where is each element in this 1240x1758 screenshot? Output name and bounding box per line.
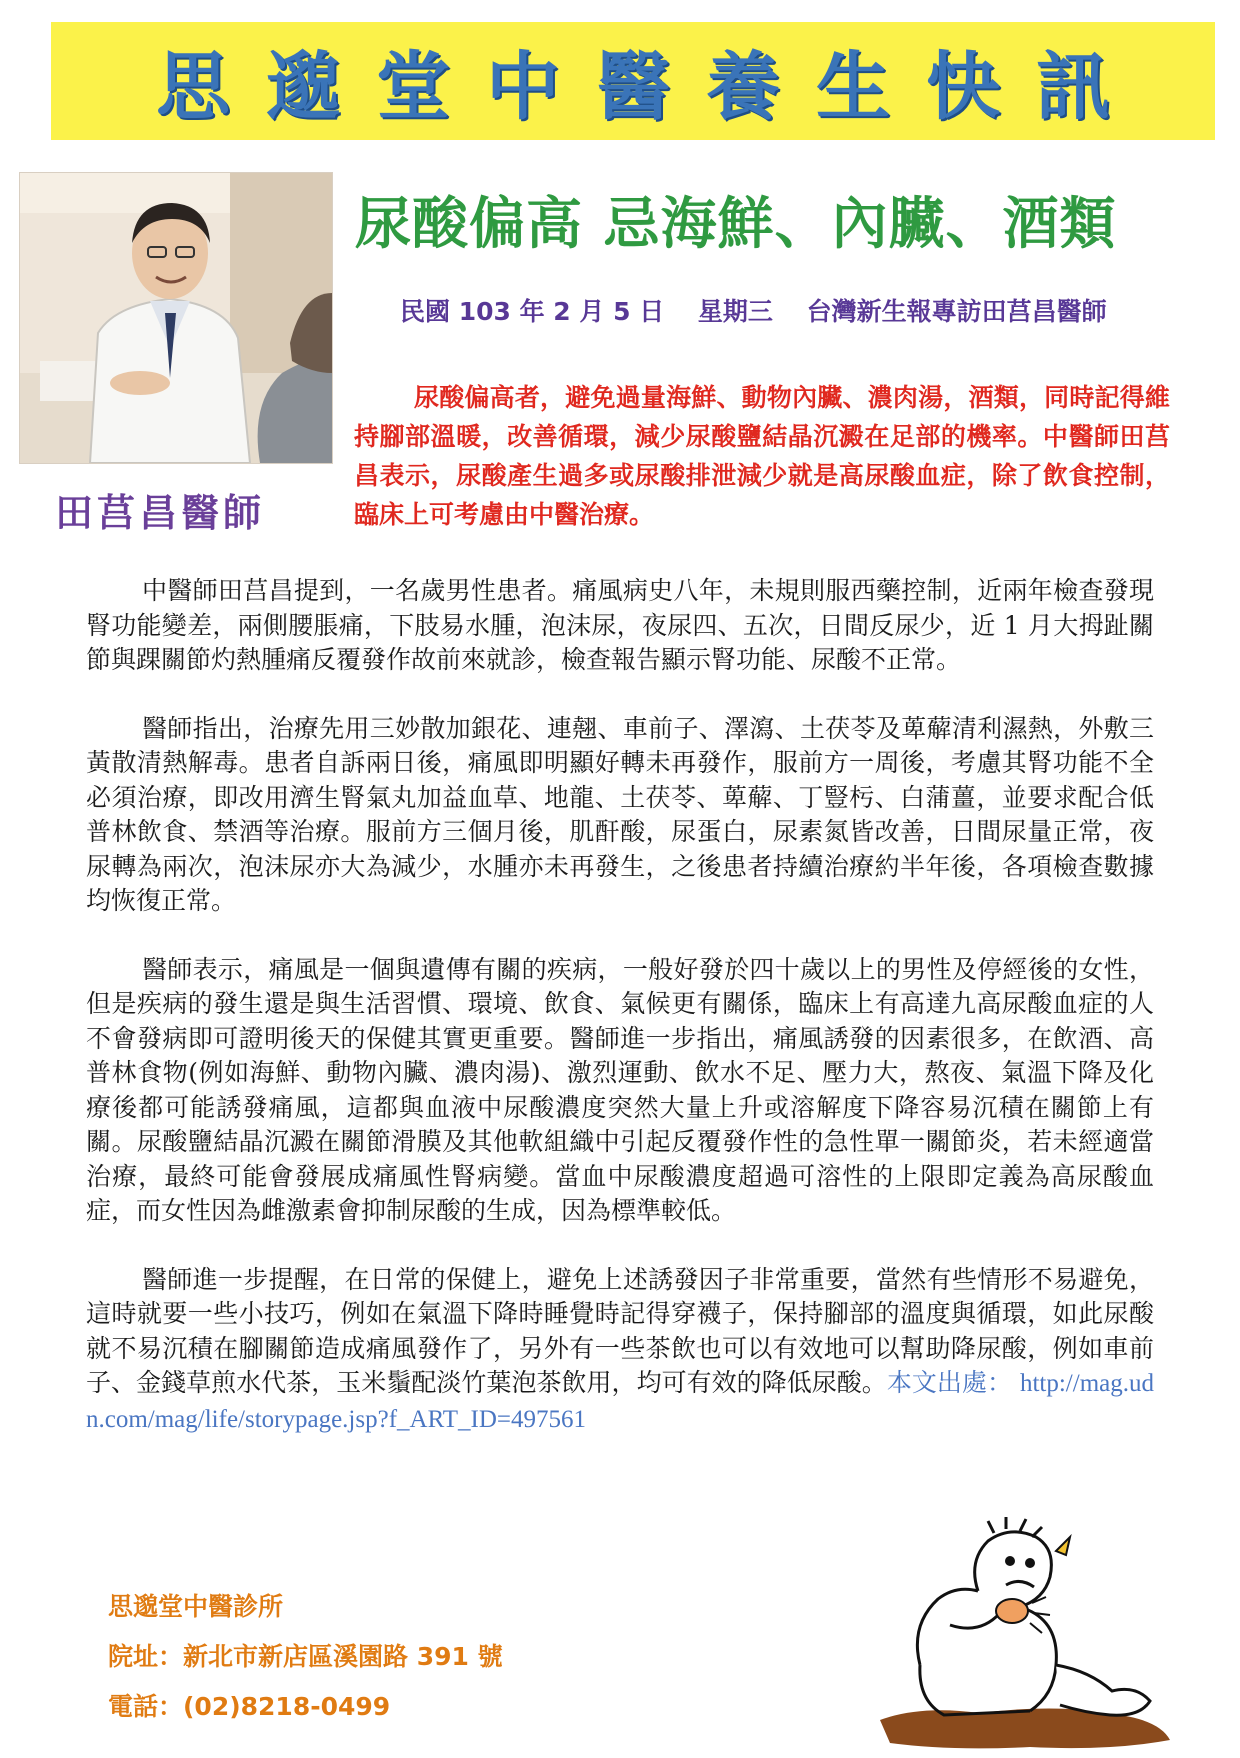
body-paragraph-4 — [86, 1263, 1154, 1438]
article-body — [86, 574, 1154, 1471]
clinic-footer — [108, 1582, 728, 1732]
body-paragraph-3: 醫師表示，痛風是一個與遺傳有關的疾病，一般好發於四十歲以上的男性及停經後的女性，但是疾病的發生還是與生活習慣、環境、飲食、氣候更有關係，臨床上有高達九高尿酸血症的人不會發病即可證明後天的保健其實更重要。醫師進一步指出，痛風誘發的因素很多，在飲酒、高普林食物(例如海鮮、動物內臟、濃肉湯)、激烈運動、飲水不足、壓力大，熬夜、氣溫下降及化療後都可能誘發痛風，這都與血液中尿酸濃度突然大量上升或溶解度下降容易沉積在關節上有關。尿酸鹽結晶沉澱在關節滑膜及其他軟組織中引起反覆發作性的急性單一關節炎，若未經適當治療，最終可能會發展成痛風性腎病變。當血中尿酸濃度超過可溶性的上限即定義為高尿酸血症，而女性因為雌激素會抑制尿酸的生成，因為標準較低。 — [86, 954, 1154, 1225]
article-byline: 民國 103 年 2 月 5 日 星期三 台灣新生報專訪田莒昌醫師 — [400, 297, 1107, 326]
article-headline: 尿酸偏高 忌海鮮、內臟、酒類 — [355, 192, 1117, 257]
body-paragraph-1: 中醫師田莒昌提到，一名歲男性患者。痛風病史八年，未規則服西藥控制，近兩年檢查發現腎功能變差，兩側腰脹痛，下肢易水腫，泡沫尿，夜尿四、五次，日間反尿少，近 1 月大拇趾關節與踝關節灼熱腫痛反覆發作故前來就診，檢查報告顯示腎功能、尿酸不正常。 — [86, 576, 1154, 674]
clinic-phone: 電話：(02)8218-0499 — [108, 1692, 391, 1721]
source-link[interactable]: http://mag.udn.com/mag/life/storypage.jsp?f_ART_ID=497561 — [86, 1370, 1154, 1433]
header-banner — [51, 22, 1215, 140]
clinic-address: 院址：新北市新店區溪園路 391 號 — [108, 1642, 503, 1671]
doctor-name-caption: 田莒昌醫師 — [55, 491, 266, 535]
source-label: 本文出處： — [886, 1368, 1012, 1397]
gout-cartoon-illustration — [860, 1515, 1180, 1754]
body-paragraph-2: 醫師指出，治療先用三妙散加銀花、連翹、車前子、澤瀉、土茯苓及萆薢清利濕熱，外敷三黃散清熱解毒。患者自訴兩日後，痛風即明顯好轉未再發作，服前方一周後，考慮其腎功能不全必須治療，即改用濟生腎氣丸加益血草、地龍、土茯苓、萆薢、丁豎杇、白蒲薑，並要求配合低普林飲食、禁酒等治療。服前方三個月後，肌酐酸，尿蛋白，尿素氮皆改善，日間尿量正常，夜尿轉為兩次，泡沫尿亦大為減少，水腫亦未再發生，之後患者持續治療約半年後，各項檢查數據均恢復正常。 — [86, 713, 1154, 915]
body-paragraph-4-text: 醫師進一步提醒，在日常的保健上，避免上述誘發因子非常重要，當然有些情形不易避免，這時就要一些小技巧，例如在氣溫下降時睡覺時記得穿襪子，保持腳部的溫度與循環，如此尿酸就不易沉積在腳關節造成痛風發作了，另外有一些茶飲也可以有效地可以幫助降尿酸，例如車前子、金錢草煎水代茶，玉米鬚配淡竹葉泡茶飲用，均可有效的降低尿酸。 — [86, 1264, 1154, 1397]
article-lead: 尿酸偏高者，避免過量海鮮、動物內臟、濃肉湯，酒類，同時記得維持腳部溫暖，改善循環，減少尿酸鹽結晶沉澱在足部的機率。中醫師田莒昌表示，尿酸產生過多或尿酸排泄減少就是高尿酸血症，除了飲食控制，臨床上可考慮由中醫治療。 — [354, 383, 1170, 529]
doctor-photo — [19, 172, 333, 464]
newsletter-title: 思邈堂中醫養生快訊 — [156, 44, 1146, 130]
clinic-name: 思邈堂中醫診所 — [108, 1592, 284, 1621]
